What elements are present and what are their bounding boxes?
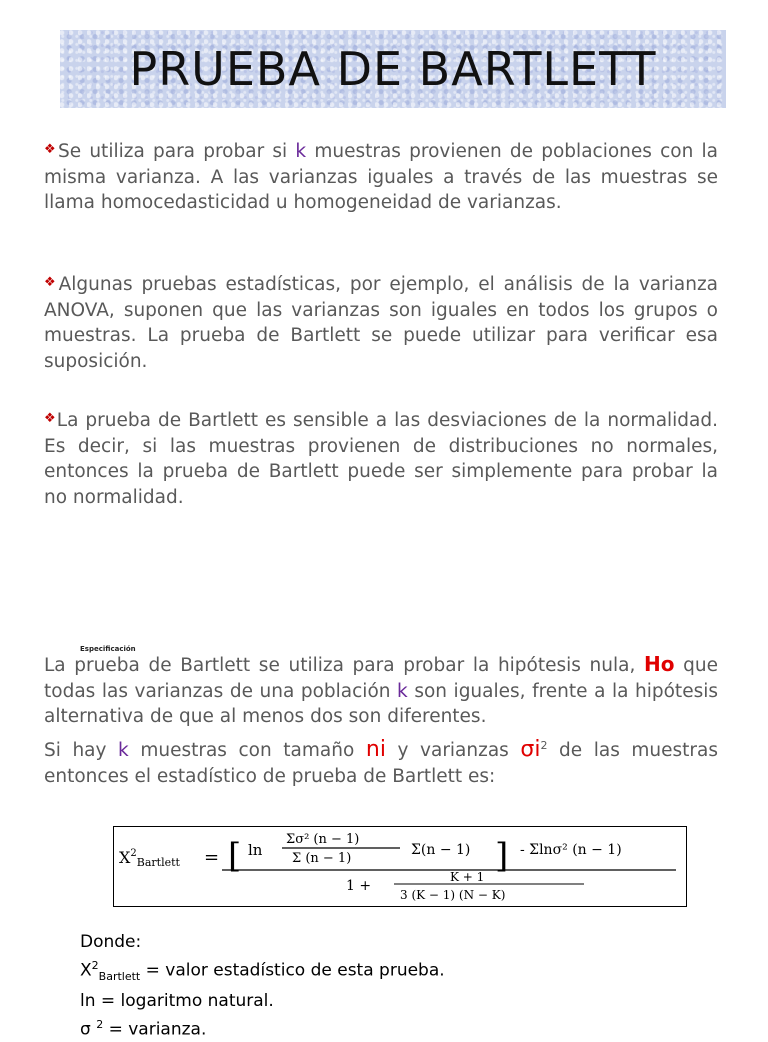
bartlett-formula [113, 826, 687, 907]
formula-den-den: 3 (K − 1) (N − K) [400, 888, 506, 902]
p4-mid: que todas las varianzas de una población [44, 655, 718, 702]
p4-k: k [397, 680, 408, 702]
p4-post: son iguales, frente a la hipótesis alternativa de que al menos dos son diferentes. [44, 680, 718, 727]
formula-den-num: K + 1 [450, 870, 485, 884]
title-banner [60, 30, 726, 108]
p5-b: y varianzas [385, 740, 521, 762]
formula-frac-den: Σ (n − 1) [292, 851, 352, 866]
paragraph-2 [44, 270, 718, 374]
formula-eq: = [204, 847, 220, 868]
definitions-block [80, 930, 445, 1042]
diamond-bullet-icon: ❖ [44, 275, 59, 290]
p5-si: σi [520, 737, 541, 763]
p1-k: k [295, 141, 307, 162]
p4-pre: La prueba de Bartlett se utiliza para probar la hipótesis nula, [44, 655, 645, 676]
paragraph-4 [44, 652, 718, 730]
p1-pre: Se utiliza para probar si [58, 141, 296, 162]
p3-text: La prueba de Bartlett es sensible a las desviaciones de la normalidad. Es decir, si las muestras provienen de distribuciones no normales, entonces la prueba de Bartlett puede ser simplemente para probar la no normalidad. [44, 410, 719, 508]
p5-k: k [118, 740, 129, 762]
definition-sigma: σ $^2$ = varianza. [80, 1018, 207, 1040]
formula-ln: ln [248, 841, 263, 859]
donde-heading: Donde: [80, 932, 142, 952]
paragraph-3 [44, 406, 718, 510]
left-bracket: [ [228, 836, 242, 876]
p5-post: de las muestras entonces el estadístico de prueba de Bartlett es: [44, 740, 719, 787]
p5-a: muestras con tamaño [128, 740, 366, 762]
formula-lhs: $X^2_{Bartlett}$ [119, 848, 180, 869]
page-title: PRUEBA DE BARTLETT [129, 42, 657, 96]
diamond-bullet-icon: ❖ [44, 142, 58, 157]
diamond-bullet-icon: ❖ [44, 411, 57, 426]
p5-ni: ni [365, 737, 386, 763]
right-bracket: ] [495, 836, 509, 876]
formula-one-plus: 1 + [346, 878, 372, 894]
formula-frac-num: Σσ² (n − 1) [286, 832, 360, 847]
paragraph-5 [44, 733, 718, 789]
spec-label: Especificación [80, 645, 136, 653]
formula-svg [114, 827, 686, 906]
definition-chi: $X^2_{Bartlett}$ = valor estadístico de esta prueba. [80, 959, 445, 984]
formula-sum-n: Σ(n − 1) [411, 842, 471, 858]
formula-minus-term: - Σlnσ² (n − 1) [520, 842, 622, 858]
p1-post: muestras provienen de poblaciones con la misma varianza. A las varianzas iguales a través de las muestras se llama homocedasticidad u homogeneidad de varianzas. [44, 141, 719, 213]
definition-ln: ln = logaritmo natural. [80, 991, 274, 1012]
p5-pre: Si hay [44, 740, 119, 762]
p5-sup: 2 [540, 739, 548, 752]
p2-text: Algunas pruebas estadísticas, por ejemplo, el análisis de la varianza ANOVA, suponen que las varianzas son iguales en todos los grupos o muestras. La prueba de Bartlett se puede utilizar para verificar esa suposición. [44, 274, 718, 372]
paragraph-1 [44, 137, 718, 216]
p4-ho: Ho [644, 652, 675, 676]
